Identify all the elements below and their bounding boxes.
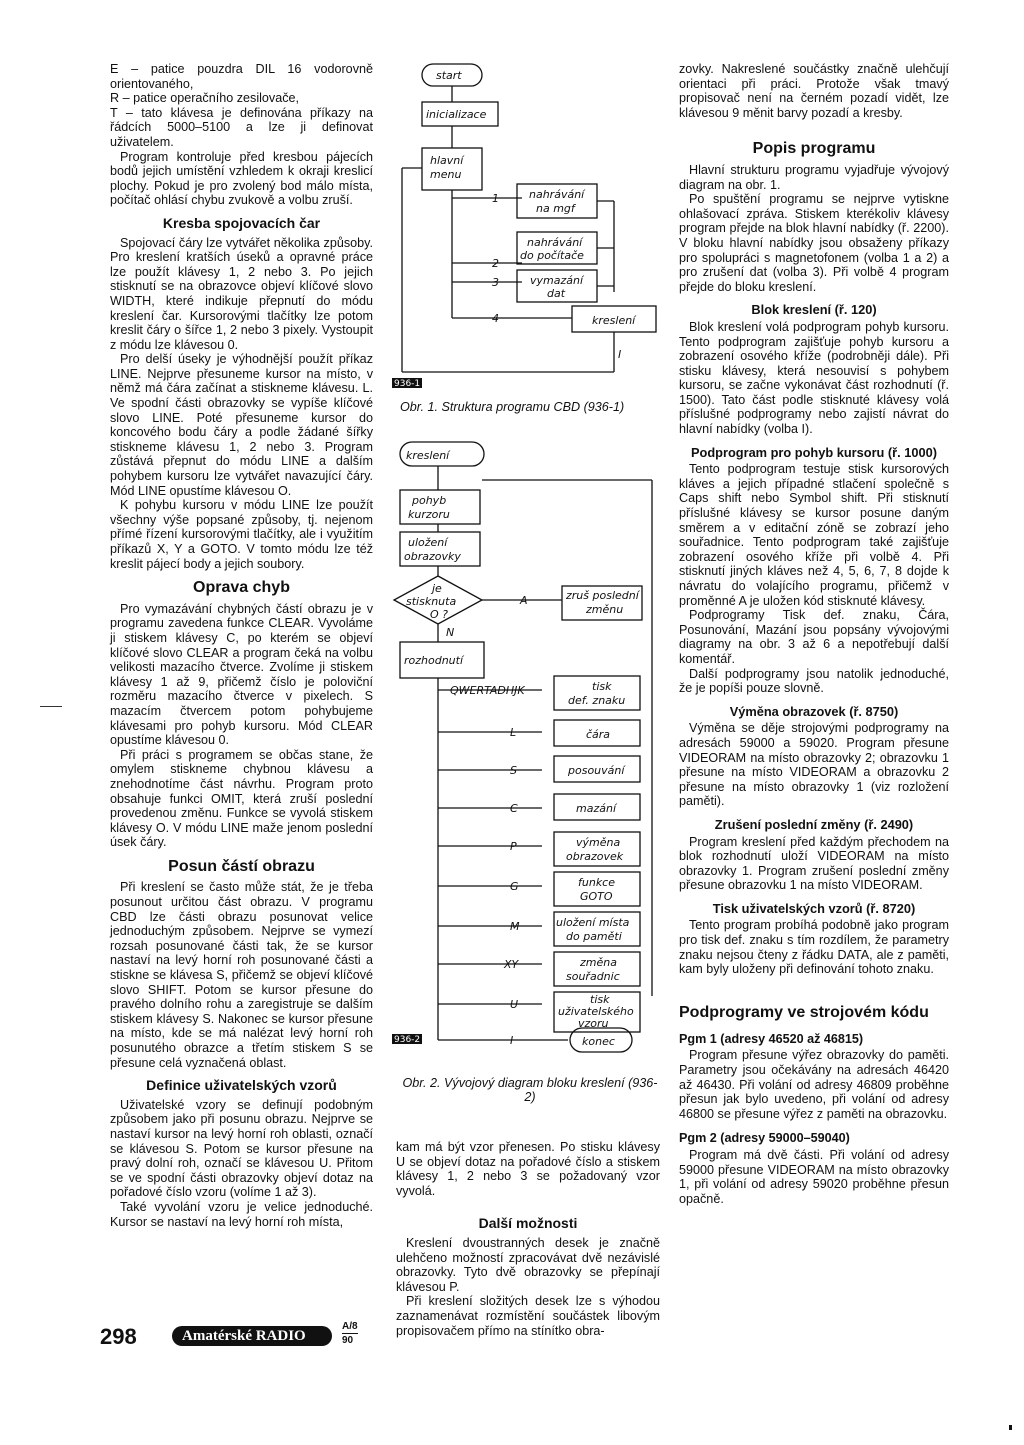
paragraph: Program má dvě části. Při volání od adresy 59000 přesune VIDEORAM na místo obrazovky 1, při volání od adresy 59020 proběhne přesun opačně. — [679, 1148, 949, 1206]
paragraph: Hlavní strukturu programu vyjadřuje vývojový diagram na obr. 1. — [679, 162, 949, 192]
box-label: uložení — [408, 536, 448, 549]
paragraph: Kreslení dvoustranných desek je značně ulehčeno možností zpracovávat dvě nezávislé obrazovky. Tyto dvě obrazovky se přepínají klávesou P. — [396, 1235, 660, 1294]
paragraph: Podprogramy Tisk def. znaku, Čára, Posunování, Mazání jsou popsány vývojovými diagramy na obr. 3 až 6 a nepotřebují další komentář. — [679, 608, 949, 666]
return-label: I — [618, 348, 622, 361]
section-heading: Podprogramy ve strojovém kódu — [679, 1003, 929, 1021]
box-label: zruš poslední — [566, 589, 639, 602]
box-label: uživatelského — [558, 1005, 634, 1018]
section-heading: Definice uživatelských vzorů — [146, 1077, 337, 1094]
paragraph: Program kontroluje před kresbou pájecích bodů jejich umístění vzhledem k okraji kreslicí plochy. Pokud je pro zvolený bod málo místa, počítač ohlásí chybu zvukově a volbu zruší. — [110, 149, 373, 208]
paragraph: Tento podprogram testuje stisk kursorových kláves a jejich případné stlačení společně s Caps shift nebo Symbol shift. Při stisknutí příslušné klávesy se kursor posune daným směrem a v editační zóně se zobrazí jeho souřadnice. Tento podprogram také zajišťuje zobrazení osového kříže při volbě 4. Při stisknutí jiných kláves než 4, 5, 6, 7, 8 dojde k návratu do volajícího programu, přičemž v proměnné A je uložen kód stisknuté klávesy. — [679, 462, 949, 608]
box-label: posouvání — [568, 764, 625, 777]
paragraph: K pohybu kursoru v módu LINE lze použít všechny výše popsané způsoby, tj. nejenom přímé řízení kursorovými tlačítky, ale i využitím příkazů X, Y a GOTO. V tomto módu lze též kreslit pájecí body a jejich soubory. — [110, 498, 373, 571]
paragraph: Také vyvolání vzoru je velice jednoduché. Kursor se nastaví na levý horní roh místa, — [110, 1199, 373, 1229]
key-label: XY — [504, 958, 519, 971]
page-number: 298 — [100, 1324, 137, 1349]
box-label: nahrávání — [527, 236, 583, 249]
key-label: P — [510, 840, 517, 853]
key-label: L — [510, 726, 517, 739]
subsection-heading: Pgm 1 (adresy 46520 až 46815) — [679, 1031, 864, 1046]
box-label: vymazání — [530, 274, 584, 287]
paragraph: Spojovací čáry lze vytvářet několika způsoby. Pro kreslení kratších úseků a opravné práce lze použít klávesy 1, 2 nebo 3. Po jejich stisknutí se na obrazovce objeví klíčové slovo WIDTH, které indikuje přepnutí do módu kreslení čar. Kursorovými tlačítky lze potom kreslit čáry o šířce 1, 2 nebo 3 pixely. Vystoupit z módu lze klávesou 0. — [110, 235, 373, 352]
key-label: S — [510, 764, 517, 777]
box-label: do počítače — [520, 249, 584, 262]
flowchart-program-structure — [392, 56, 662, 396]
paragraph: Uživatelské vzory se definují podobným způsobem jako při posunu obrazu. Nejprve se nastaví kursor na levý horní roh oblasti, označí se klávesou S. Potom se kursor přesune na pravý dolní roh, označí se klávesou U. Přitom se ve spodní části obrazovky objeví dotaz na pořadové číslo vzoru (volíme 1 až 3). — [110, 1097, 373, 1200]
box-label: GOTO — [580, 890, 613, 903]
box-label: dat — [547, 287, 566, 300]
paragraph: Výměna se děje strojovými podprogramy na adresách 59000 a 59020. Program přesune VIDEORAM na místo obrazovky 2; obrazovku 1 přesune na místo VIDEORAM a obrazovku 2 přesune na místo obrazovky 1 (viz rozložení paměti). — [679, 721, 949, 809]
paragraph: Blok kreslení volá podprogram pohyb kursoru. Tento podprogram zajišťuje pohyb kursoru a zobrazení osového kříže (podrobněji dále). Při stisku klávesy, která nesouvisí s pohybem kursoru, se začne vykonávat část rozhodnutí (ř. 1500). Tato část podle stisknuté klávesy volá příslušné podprogramy nebo zajistí návrat do hlavní nabídky (volba I). — [679, 319, 949, 437]
key-label: QWERTADHJK — [450, 684, 525, 697]
right-column — [679, 62, 949, 1206]
box-label: kurzoru — [408, 508, 450, 521]
box-label: změnu — [586, 603, 624, 616]
paragraph: Pro delší úseky je výhodnější použít příkaz LINE. Nejprve přesuneme kursor na místo, v němž má čára začínat a stiskneme klávesu. L. Ve spodní části obrazovky se vypíše klíčové slovo LINE. Poté přesuneme kursor do koncového bodu čáry a podle žádané šířky stiskneme klávesu 1, 2 nebo 3. Program zůstává přepnut do módu LINE a dalším pohybem kursoru lze vytvářet navazující čáry. Mód LINE opustíme klávesou O. — [110, 352, 373, 498]
paragraph: Při kreslení se často může stát, že je třeba posunout určitou část obrazu. V programu CBD lze části obrazu posunovat velice jednoduchým způsobem. Nejprve se vymezí rozsah posunované části tak, že se kursor nastaví na levý horní roh posunované části a stiskne se klávesa S, přičemž se objeví klíčové slovo SHIFT. Potom se kursor přesune do pravého dolního rohu a zaregistruje se dalším stiskem klávesy S. Nakonec se kursor přesune na místo, kde se má nalézat levý horní roh posunutého obrazce a třetím stiskem S se přesune celá vyznačená oblast. — [110, 880, 373, 1070]
key-label: I — [510, 1034, 514, 1047]
issue-number — [342, 1320, 358, 1347]
magazine-logo: Amatérské RADIO — [172, 1326, 332, 1346]
box-label: rozhodnutí — [404, 654, 464, 667]
box-label: na mgf — [536, 202, 575, 215]
box-label: tisk — [592, 680, 612, 693]
figure-caption: Obr. 2. Vývojový diagram bloku kreslení (936-2) — [402, 1076, 658, 1104]
figure-tag: 936-1 — [394, 379, 421, 389]
paragraph: Po spuštění programu se nejprve vytiskne ohlašovací zpráva. Stiskem kterékoliv klávesy program přejde na blok hlavní nabídky (ř. 2200). V bloku hlavní nabídky jsou obsaženy příkazy pro spolupráci s magnetofonem (volba 1 a 2) a pro zrušení dat (volba 3). Při volbě 4 program přejde do bloku kreslení. — [679, 192, 949, 294]
init-label: inicializace — [426, 108, 487, 121]
box-label: obrazovky — [404, 550, 461, 563]
paragraph: E – patice pouzdra DIL 16 vodorovně orientovaného, — [110, 62, 373, 91]
paragraph: Program kreslení před každým přechodem na blok rozhodnutí uloží VIDEORAM na místo obrazovky 1. Program zrušení poslední změny přesune obrazovku 1 na místo VIDEORAM. — [679, 834, 949, 893]
section-heading: Výměna obrazovek (ř. 8750) — [729, 703, 899, 719]
branch-label: N — [446, 626, 455, 639]
middle-column-text — [396, 1140, 660, 1338]
key-label: G — [510, 880, 519, 893]
section-heading: Blok kreslení (ř. 120) — [751, 302, 877, 318]
page-footer — [100, 1318, 400, 1358]
box-label: kreslení — [592, 314, 636, 327]
option-number: 2 — [492, 257, 499, 270]
box-label: vzoru — [578, 1017, 609, 1030]
decision-label: stisknuta — [406, 595, 457, 608]
end-label: konec — [582, 1035, 615, 1048]
subsection-heading: Pgm 2 (adresy 59000–59040) — [679, 1131, 850, 1146]
option-number: 4 — [492, 312, 499, 325]
issue-top: A/8 — [342, 1321, 358, 1332]
paragraph: zovky. Nakreslené součástky značně ulehčují orientaci při práci. Protože však tmavý propisovač není na černém pozadí vidět, lze klávesou 9 měnit barvy pozadí a kresby. — [679, 62, 949, 120]
figure-caption: Obr. 1. Struktura programu CBD (936-1) — [400, 400, 625, 414]
section-heading: Posun částí obrazu — [168, 857, 315, 875]
section-heading: Tisk uživatelských vzorů (ř. 8720) — [712, 900, 916, 916]
paragraph: Tento program probíhá podobně jako program pro tisk def. znaku s tím rozdílem, že parametry znaku nejsou čteny z řádku DATA, ale z paměti, kam byly uloženy při definování tohoto znaku. — [679, 918, 949, 977]
paragraph: T – tato klávesa je definována příkazy na řádcích 5000–5100 a lze ji definovat uživatelem. — [110, 105, 373, 149]
paragraph: kam má být vzor přenesen. Po stisku klávesy U se objeví dotaz na pořadové číslo a stiskem klávesy 1, 2 nebo 3 se požadovaný vzor vyvolá. — [396, 1140, 660, 1198]
option-number: 3 — [492, 276, 499, 289]
key-label: M — [510, 920, 520, 933]
box-label: výměna — [576, 836, 621, 849]
paragraph: Při kreslení složitých desek lze s výhodou zaznamenávat rozmístění součástek libovým propisovačem přímo na stínítko obra- — [396, 1294, 660, 1338]
box-label: def. znaku — [568, 694, 626, 707]
scan-mark — [1009, 1425, 1012, 1430]
section-heading: Podprogram pro pohyb kursoru (ř. 1000) — [690, 444, 938, 460]
section-heading: Další možnosti — [478, 1215, 578, 1232]
box-label: nahrávání — [529, 188, 585, 201]
box-label: souřadnic — [566, 970, 620, 983]
margin-mark — [40, 706, 62, 707]
box-label: mazání — [576, 802, 616, 815]
paragraph: Program přesune výřez obrazovky do paměti. Parametry jsou očekávány na adresách 46420 až 46430. Při volání od adresy 46809 proběhne přesun jak bylo uvedeno, při volání od adresy 46800 se přesune výřez z paměti na obrazovku. — [679, 1048, 949, 1121]
flowchart-drawing-block — [392, 436, 662, 1066]
box-label: obrazovek — [566, 850, 624, 863]
key-label: U — [510, 998, 519, 1011]
left-column — [110, 62, 373, 1229]
box-label: funkce — [578, 876, 616, 889]
decision-label: O ? — [430, 608, 448, 621]
key-label: C — [510, 802, 518, 815]
start-label: start — [436, 69, 462, 82]
paragraph: Pro vymazávání chybných částí obrazu je v programu zavedena funkce CLEAR. Vyvoláme ji stiskem klávesy C, po kterém se objeví klíčové slovo CLEAR a program čeká na volbu velikosti mazacího čtverce. Zvolíme ji stiskem klávesy 1 až 9, přičemž číslo je poloviční rozměru mazacího čtverce v pixelech. S mazacím čtvercem potom pohybujeme klávesami pro pohyb kursoru. Mód CLEAR opustíme klávesou 0. — [110, 601, 373, 748]
section-heading: Zrušení poslední změny (ř. 2490) — [714, 816, 914, 832]
option-number: 1 — [492, 192, 499, 205]
box-label: změna — [580, 956, 617, 969]
section-heading: Popis programu — [752, 140, 876, 158]
menu-label: menu — [430, 168, 462, 181]
box-label: pohyb — [412, 494, 447, 507]
start-label: kreslení — [406, 449, 450, 462]
box-label: uložení místa — [556, 916, 630, 929]
section-heading: Kresba spojovacích čar — [162, 214, 321, 231]
section-heading: Oprava chyb — [193, 579, 290, 597]
box-label: do paměti — [566, 930, 622, 943]
paragraph: R – patice operačního zesilovače, — [110, 91, 300, 106]
box-label: čára — [586, 728, 611, 741]
branch-label: A — [520, 594, 528, 607]
issue-bottom: 90 — [342, 1335, 354, 1346]
box-label: tisk — [590, 993, 610, 1006]
paragraph: Při práci s programem se občas stane, že omylem stiskneme chybnou klávesu a znehodnotíme část návrhu. Program proto obsahuje funkci OMIT, která zruší poslední provedenou změnu. Funkce se vyvolá stiskem klávesy O. V módu LINE maže jenom poslední úsek čáry. — [110, 747, 373, 850]
figure-tag: 936-2 — [394, 1035, 421, 1045]
menu-label: hlavní — [430, 154, 464, 167]
paragraph: Další podprogramy jsou natolik jednoduché, že je popíši pouze slovně. — [679, 666, 949, 696]
decision-label: je — [432, 582, 442, 595]
